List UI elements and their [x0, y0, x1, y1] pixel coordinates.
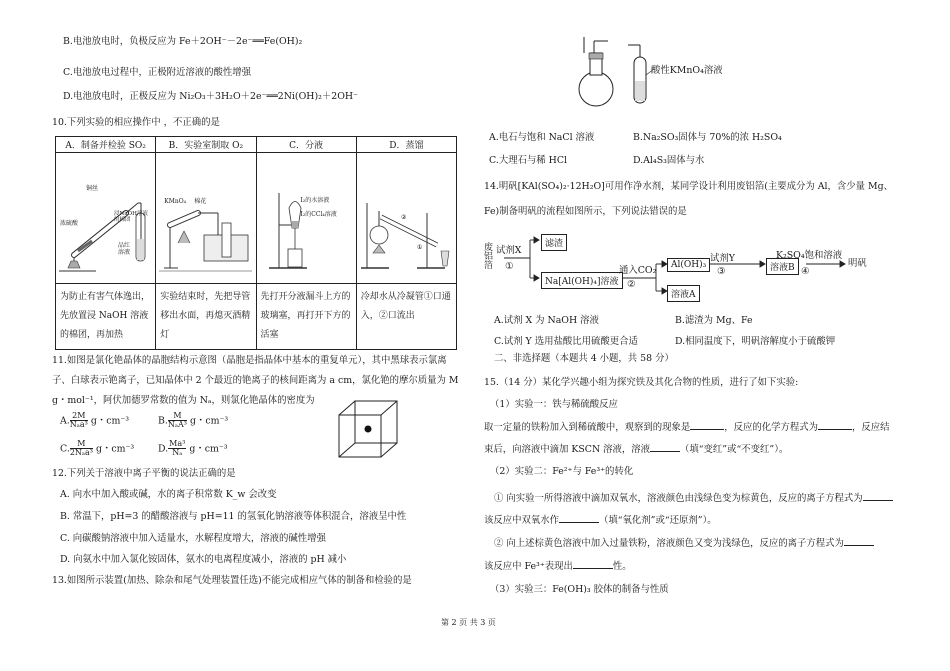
flow-solution-b: 溶液B [766, 258, 799, 275]
o2-apparatus-figure [156, 153, 256, 280]
q9-option-d: D.电池放电时，正极反应为 Ni₂O₃＋3H₂O＋2e⁻══2Ni(OH)₂＋2OH⁻ [63, 91, 359, 102]
svg-text:②: ② [400, 214, 407, 221]
flow-reagent-x: 试剂X [496, 245, 522, 256]
q10-figure-c [256, 153, 356, 284]
answer-blank[interactable] [863, 492, 893, 501]
cscl-unit-cell-figure [335, 397, 401, 461]
q11-option-b: B. $\frac{M}{\text{NₐA³}}$ g・cm⁻³ [158, 411, 229, 430]
section-heading: 二、非选择题（本题共 4 小题，共 58 分） [494, 353, 674, 364]
svg-text:①: ① [416, 244, 423, 251]
q10-header-c: C．分液 [256, 137, 356, 153]
label-kmno4: KMnO₄ [164, 198, 187, 205]
q11-option-a: A. $\frac{2M}{\text{Nₐa³}}$ g・cm⁻³ [60, 411, 130, 430]
flow-solution-a: 溶液A [667, 285, 700, 302]
q14-option-a: A.试剂 X 为 NaOH 溶液 [494, 315, 599, 326]
label-iodine-water: I₂的水溶液 [300, 197, 330, 204]
q15-exp1-line2: 束后，向溶液中滴加 KSCN 溶液，溶液 （填“变红”或“不变红”）。 [484, 444, 789, 455]
q13-option-b: B.Na₂SO₃固体与 70%的浓 H₂SO₄ [633, 132, 782, 143]
q13-kmno4-label: 酸性KMnO₄溶液 [651, 65, 723, 76]
q11-option-d: D. $\frac{\text{Ma³}}{\text{Nₐ}}$ g・cm⁻³ [158, 439, 228, 458]
answer-blank[interactable] [650, 443, 680, 452]
q10-figure-b [156, 153, 256, 284]
q9-option-c: C.电池放电过程中，正极附近溶液的酸性增强 [63, 67, 251, 78]
q15-exp2-line2: 该反应中双氧水作 （填“氧化剂”或“还原剂”）。 [484, 515, 717, 526]
answer-blank[interactable] [844, 537, 874, 546]
label-copper-wire: 铜丝 [86, 185, 99, 192]
q12-option-d: D. 向氨水中加入氯化铵固体，氨水的电离程度减小，溶液的 pH 减小 [60, 554, 347, 565]
page-footer: 第 2 页 共 3 页 [441, 618, 496, 627]
q10-desc-d: 冷却水从冷凝管①口通入，②口流出 [356, 284, 456, 350]
label-cotton: 棉花 [194, 198, 207, 205]
flow-step2: ② [627, 279, 636, 290]
q13-option-d: D.Al₄S₃固体与水 [633, 155, 705, 166]
q11-stem-line1: 11.如图是氯化铯晶体的晶胞结构示意图（晶胞是指晶体中基本的重复单元），其中黑球表示氯离 [52, 355, 447, 366]
q12-option-c: C. 向碳酸钠溶液中加入适量水，水解程度增大，溶液的碱性增强 [60, 533, 326, 544]
flow-reagent-y: 试剂Y [710, 253, 735, 264]
answer-blank[interactable] [690, 421, 724, 430]
label-iodine-ccl4: I₂的CCl₄溶液 [300, 211, 337, 218]
q15-exp3-title: （3）实验三：Fe(OH)₃ 胶体的制备与性质 [490, 584, 669, 595]
label-conc-acid: 浓硫酸 [60, 220, 79, 227]
q10-desc-b: 实验结束时，先把导管移出水面，再熄灭酒精灯 [156, 284, 256, 350]
q10-header-a: A．制备并检验 SO₂ [56, 137, 156, 153]
q10-desc-a: 为防止有害气体逸出，先放置浸 NaOH 溶液的棉团，再加热 [56, 284, 156, 350]
q10-figure-a [56, 153, 156, 284]
q12-option-a: A. 向水中加入酸或碱，水的离子积常数 K_w 会改变 [60, 489, 277, 500]
q15-exp2-title: （2）实验二：Fe²⁺与 Fe³⁺的转化 [490, 466, 634, 477]
label-magenta-solution: 品红溶液 [118, 242, 131, 256]
flow-start: 废铝箔 [484, 243, 494, 271]
q10-desc-c: 先打开分液漏斗上方的玻璃塞，再打开下方的活塞 [256, 284, 356, 350]
q10-header-b: B．实验室制取 O₂ [156, 137, 256, 153]
q14-stem-line1: 14.明矾[KAl(SO₄)₂·12H₂O]可用作净水剂，某同学设计利用废铝箔(主要成分为 Al，含少量 Mg、 [484, 181, 893, 192]
q15-exp1-line1: 取一定量的铁粉加入到稀硫酸中，观察到的现象是 ，反应的化学方程式为 ，反应结 [484, 422, 890, 433]
q11-option-c: C. $\frac{M}{\text{2Nₐa³}}$ g・cm⁻³ [60, 439, 135, 458]
flow-step4: ④ [801, 266, 810, 277]
q15-exp2-line1: ① 向实验一所得溶液中滴加双氧水，溶液颜色由浅绿色变为棕黄色，反应的离子方程式为 [494, 492, 893, 505]
flow-step1: ① [505, 261, 514, 272]
flow-product: 明矾 [848, 258, 867, 269]
q14-option-b: B.滤渣为 Mg、Fe [675, 315, 753, 326]
flow-solution-1: Na[Al(OH)₄]溶液 [541, 272, 623, 289]
flow-k2so4: K₂SO₄饱和溶液 [776, 250, 843, 261]
q13-option-a: A.电石与饱和 NaCl 溶液 [489, 132, 595, 143]
q12-stem: 12.下列关于溶液中离子平衡的说法正确的是 [52, 468, 236, 479]
q13-option-c: C.大理石与稀 HCl [489, 155, 568, 166]
answer-blank[interactable] [573, 560, 613, 569]
q15-exp2-line4: 该反应中 Fe³⁺表现出 性。 [484, 561, 632, 572]
q11-stem-line2: 子、白球表示铯离子，已知晶体中 2 个最近的铯离子的核间距离为 a cm，氯化铯的摩尔质量为 M [52, 375, 459, 386]
q14-option-c: C.试剂 Y 选用盐酸比用硫酸更合适 [494, 336, 638, 347]
answer-blank[interactable] [559, 514, 599, 523]
label-naoh-cotton: 浸NaOH溶液的棉团 [114, 211, 148, 224]
q10-figure-d [356, 153, 456, 284]
q9-option-b: B.电池放电时，负极反应为 Fe＋2OH⁻－2e⁻══Fe(OH)₂ [63, 36, 303, 47]
q15-exp2-line3: ② 向上述棕黄色溶液中加入过量铁粉，溶液颜色又变为浅绿色，反应的离子方程式为 [494, 537, 874, 550]
q10-experiment-table [55, 136, 457, 350]
q12-option-b: B. 常温下，pH=3 的醋酸溶液与 pH=11 的氢氧化钠溶液等体积混合，溶液呈中性 [60, 511, 407, 522]
q13-stem: 13.如图所示装置(加热、除杂和尾气处理装置任选)不能完成相应气体的制备和检验的是 [52, 575, 412, 586]
flow-aloh3: Al(OH)₃ [667, 258, 710, 272]
q10-stem: 10.下列实验的相应操作中 ，不正确的是 [52, 117, 220, 128]
q15-exp1-title: （1）实验一：铁与稀硫酸反应 [490, 399, 618, 410]
flow-filter-residue: 滤渣 [541, 234, 567, 251]
q11-stem-line3: g・mol⁻¹，阿伏加德罗常数的值为 Nₐ，则氯化铯晶体的密度为 [52, 395, 315, 406]
q14-stem-line2: Fe)制备明矾的流程如图所示，下列说法错误的是 [484, 206, 687, 217]
flow-co2: 通入CO₂ [619, 265, 657, 276]
q15-stem: 15.（14 分）某化学兴趣小组为探究铁及其化合物的性质，进行了如下实验: [484, 377, 799, 388]
answer-blank[interactable] [818, 421, 852, 430]
distillation-figure [357, 153, 457, 280]
q10-header-d: D．蒸馏 [356, 137, 456, 153]
q14-option-d: D.相同温度下，明矾溶解度小于硫酸钾 [675, 336, 836, 347]
flow-step3: ③ [717, 266, 726, 277]
